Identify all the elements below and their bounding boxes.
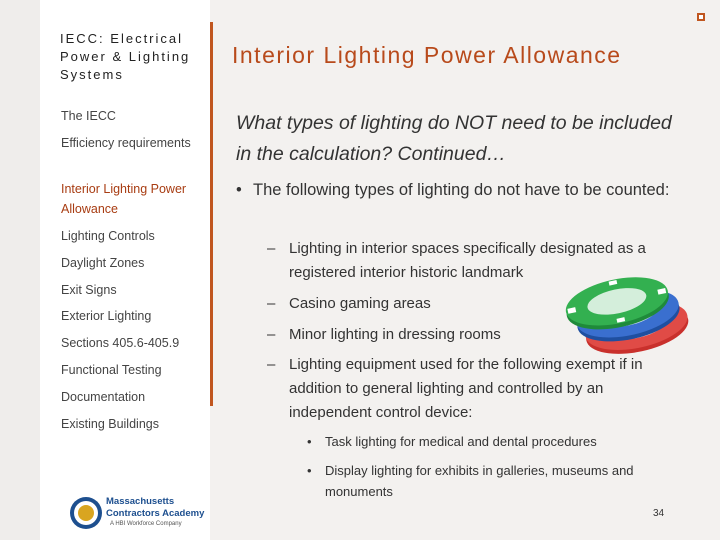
- main-bullet-text: The following types of lighting do not have to be counted:: [253, 181, 670, 199]
- sidebar-item-interior-lighting-power-allowance[interactable]: Interior Lighting Power Allowance: [61, 182, 187, 216]
- dash-marker: –: [267, 356, 276, 373]
- bullet-marker: •: [307, 434, 312, 449]
- sidebar-item-daylight-zones[interactable]: Daylight Zones: [61, 256, 145, 270]
- sidebar-item-lighting-controls[interactable]: Lighting Controls: [61, 229, 155, 243]
- main-bullet: [236, 178, 686, 202]
- sub-item-text: Lighting equipment used for the following exempt if in addition to general lighting and controlled by an independent control device:: [289, 356, 643, 421]
- corner-icon: [696, 12, 706, 22]
- logo-line-2: Contractors Academy: [106, 508, 205, 519]
- page-number: 34: [653, 508, 665, 519]
- sub-sub-item: [307, 431, 667, 452]
- sub-sub-item-text: Display lighting for exhibits in galleries, museums and monuments: [325, 463, 634, 499]
- sidebar-item-sections[interactable]: Sections 405.6-405.9: [61, 336, 180, 350]
- logo-line-1: Massachusetts: [106, 496, 175, 507]
- casino-chips-image: [556, 270, 696, 370]
- sub-item-text: Casino gaming areas: [289, 295, 431, 312]
- sidebar-title: IECC: Electrical Power & Lighting Systems: [60, 31, 191, 82]
- seal-icon: [69, 496, 103, 530]
- academy-logo: [66, 493, 205, 533]
- sub-sub-item-text: Task lighting for medical and dental procedures: [325, 434, 597, 449]
- dash-marker: –: [267, 295, 276, 312]
- sub-item-text: Lighting in interior spaces specifically designated as a registered interior historic landmark: [289, 240, 646, 281]
- sidebar-item-exit-signs[interactable]: Exit Signs: [61, 283, 117, 297]
- divider-line: [210, 22, 213, 406]
- sidebar-item-efficiency-requirements[interactable]: Efficiency requirements: [61, 136, 191, 150]
- sidebar-item-functional-testing[interactable]: Functional Testing: [61, 363, 162, 377]
- bullet-marker: •: [236, 181, 242, 199]
- sidebar-item-documentation[interactable]: Documentation: [61, 390, 146, 404]
- sidebar-item-existing-buildings[interactable]: Existing Buildings: [61, 417, 159, 431]
- slide-title: Interior Lighting Power Allowance: [232, 42, 622, 68]
- sub-sub-item: [307, 460, 667, 502]
- bullet-marker: •: [307, 463, 312, 478]
- sub-item-text: Minor lighting in dressing rooms: [289, 326, 501, 343]
- logo-line-3: A HBI Workforce Company: [110, 521, 182, 527]
- dash-marker: –: [267, 240, 276, 257]
- dash-marker: –: [267, 326, 276, 343]
- left-stripe: [0, 0, 40, 540]
- slide-question: What types of lighting do NOT need to be included in the calculation? Continued…: [236, 112, 672, 165]
- sidebar-item-the-iecc[interactable]: The IECC: [61, 109, 116, 123]
- sidebar-item-exterior-lighting[interactable]: Exterior Lighting: [61, 309, 152, 323]
